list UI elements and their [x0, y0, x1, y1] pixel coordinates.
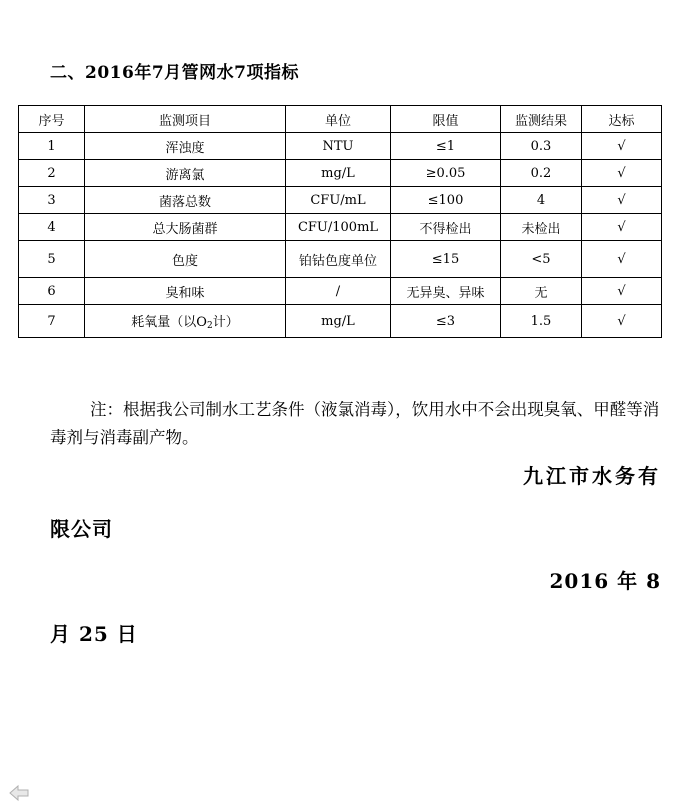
cell-item-prefix: 耗氧量（以O	[131, 315, 207, 330]
cell-unit: mg/L	[286, 305, 391, 338]
cell-limit: 不得检出	[391, 214, 501, 241]
cell-item-subscript: 2	[206, 321, 213, 331]
cell-no: 3	[19, 187, 85, 214]
date-line1: 2016 年 8	[549, 569, 661, 593]
company-name-line1: 九江市水务有	[523, 464, 661, 488]
cell-item	[85, 305, 286, 338]
table-row	[19, 241, 662, 278]
cell-item: 臭和味	[85, 278, 286, 305]
cell-result: 0.2	[501, 160, 582, 187]
cell-limit: ≥0.05	[391, 160, 501, 187]
header-no: 序号	[19, 106, 85, 133]
cell-unit: CFU/mL	[286, 187, 391, 214]
cell-result: 0.3	[501, 133, 582, 160]
header-unit: 单位	[286, 106, 391, 133]
header-result: 监测结果	[501, 106, 582, 133]
cell-result: <5	[501, 241, 582, 278]
cell-item: 游离氯	[85, 160, 286, 187]
header-pass: 达标	[582, 106, 662, 133]
cell-pass-check: √	[582, 187, 662, 214]
cell-unit: CFU/100mL	[286, 214, 391, 241]
cell-result: 4	[501, 187, 582, 214]
cell-unit: mg/L	[286, 160, 391, 187]
cell-item-suffix: 计）	[212, 315, 239, 330]
cell-item: 色度	[85, 241, 286, 278]
cell-item: 总大肠菌群	[85, 214, 286, 241]
cell-item: 浑浊度	[85, 133, 286, 160]
cell-limit: 无异臭、异味	[391, 278, 501, 305]
cell-pass-check: √	[582, 160, 662, 187]
header-limit: 限值	[391, 106, 501, 133]
cell-pass-check: √	[582, 214, 662, 241]
cell-unit: 铂钴色度单位	[286, 241, 391, 278]
cell-unit: /	[286, 278, 391, 305]
table-row	[19, 214, 662, 241]
cell-item: 菌落总数	[85, 187, 286, 214]
cell-pass-check: √	[582, 241, 662, 278]
table-row	[19, 187, 662, 214]
water-quality-table	[18, 105, 662, 338]
cell-limit: ≤15	[391, 241, 501, 278]
table-row	[19, 160, 662, 187]
cell-unit: NTU	[286, 133, 391, 160]
header-item: 监测项目	[85, 106, 286, 133]
cell-no: 2	[19, 160, 85, 187]
section-heading: 二、2016年7月管网水7项指标	[50, 63, 299, 83]
table-row	[19, 133, 662, 160]
cell-limit: ≤3	[391, 305, 501, 338]
table-row	[19, 278, 662, 305]
cell-no: 6	[19, 278, 85, 305]
date-line2: 月 25 日	[50, 622, 138, 646]
cell-limit: ≤1	[391, 133, 501, 160]
cell-pass-check: √	[582, 278, 662, 305]
cell-no: 5	[19, 241, 85, 278]
cell-no: 7	[19, 305, 85, 338]
table-row	[19, 305, 662, 338]
cell-limit: ≤100	[391, 187, 501, 214]
table-header-row	[19, 106, 662, 133]
company-name-line2: 限公司	[50, 517, 113, 541]
cell-result: 1.5	[501, 305, 582, 338]
cell-pass-check: √	[582, 133, 662, 160]
cell-result: 未检出	[501, 214, 582, 241]
cell-result: 无	[501, 278, 582, 305]
cell-no: 1	[19, 133, 85, 160]
cell-pass-check: √	[582, 305, 662, 338]
note-paragraph: 注：根据我公司制水工艺条件（液氯消毒），饮用水中不会出现臭氧、甲醛等消毒剂与消毒副产物。	[50, 400, 660, 447]
cell-no: 4	[19, 214, 85, 241]
back-arrow-icon[interactable]	[8, 784, 30, 802]
